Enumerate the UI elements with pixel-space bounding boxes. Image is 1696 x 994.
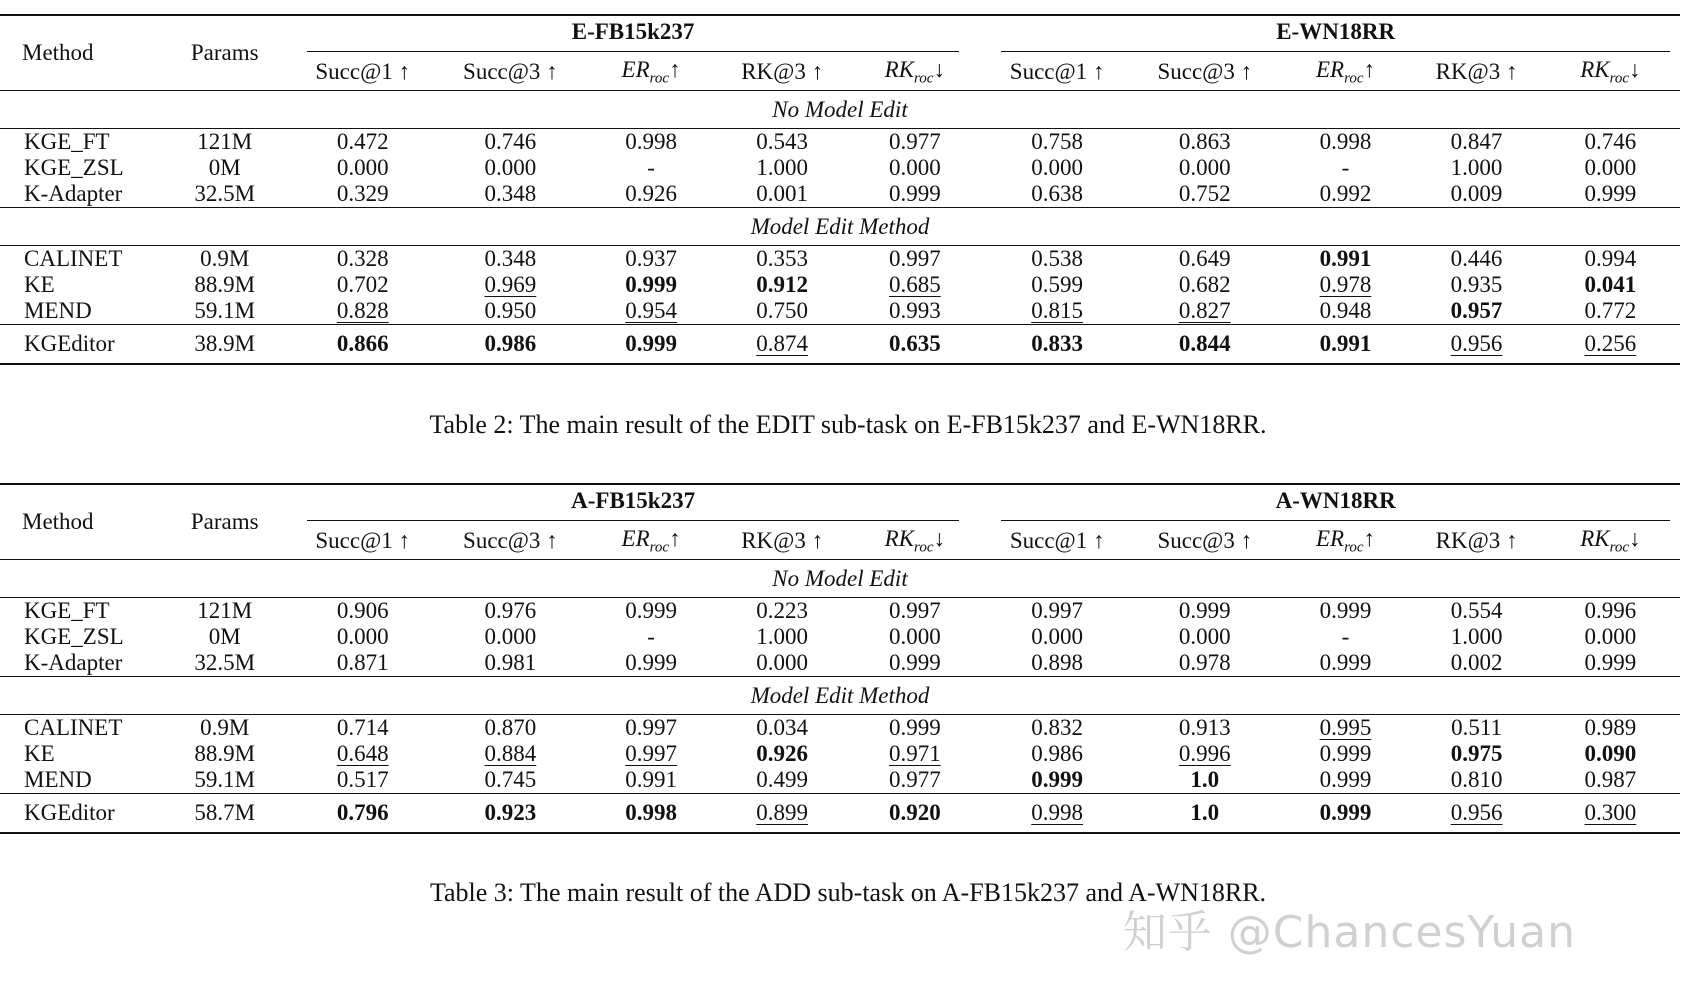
metric-value: 0.996 (1584, 598, 1637, 623)
metric-header: $ER_{roc}↑$ (1279, 523, 1413, 560)
params-value: 32.5M (161, 650, 289, 677)
table-row (0, 181, 1680, 208)
metric-header: RK@3 ↑ (1412, 54, 1540, 91)
metric-value: 0.997 (888, 598, 941, 623)
metric-value: 0.978 (1131, 650, 1279, 677)
section-title: Model Edit Method (0, 208, 1680, 246)
metric-header: RK@3 ↑ (718, 523, 846, 560)
metric-value: 0.998 (625, 129, 677, 154)
metric-value: 0.923 (437, 794, 585, 834)
metric-value: 0.649 (1178, 246, 1231, 271)
metric-value: 0.991 (584, 767, 718, 794)
metric-value: 0.000 (1178, 624, 1231, 649)
section-title: No Model Edit (0, 91, 1680, 129)
metric-value: 0.994 (1584, 246, 1637, 271)
metric-value: 0.977 (846, 767, 983, 794)
metric-value: 0.815 (983, 298, 1131, 325)
metric-value: 0.956 (1412, 794, 1540, 834)
metric-header: Succ@3 ↑ (1131, 523, 1279, 560)
metric-value: 0.971 (888, 741, 941, 766)
metric-value: - (1341, 155, 1350, 180)
metric-value: 0.446 (1450, 246, 1503, 271)
params-value: 59.1M (161, 767, 289, 794)
method-name: KE (24, 272, 55, 297)
metric-value: 0.998 (1319, 129, 1372, 154)
metric-header: $ER_{roc}↑$ (584, 523, 718, 560)
metric-value: 0.998 (983, 794, 1131, 834)
metric-value: 0.000 (1584, 624, 1637, 649)
metric-value: 0.832 (1031, 715, 1084, 740)
metric-value: 0.956 (1412, 325, 1540, 365)
table-2-caption: Table 2: The main result of the EDIT sub-task on E-FB15k237 and E-WN18RR. (429, 410, 1267, 439)
method-name: CALINET (24, 246, 123, 271)
section-title: No Model Edit (0, 560, 1680, 598)
method-name: KE (24, 741, 55, 766)
method-header: Method (0, 15, 161, 91)
metric-header: Succ@3 ↑ (1131, 54, 1279, 91)
metric-value: 0.090 (1584, 741, 1637, 766)
method-name: K-Adapter (0, 650, 161, 677)
metric-value: 0.000 (336, 624, 389, 649)
metric-value: 0.989 (1584, 715, 1637, 740)
metric-value: 1.000 (756, 624, 809, 649)
metric-value: 0.746 (484, 129, 537, 154)
metric-value: 0.001 (718, 181, 846, 208)
metric-header: $ER_{roc}↑$ (584, 54, 718, 91)
metric-value: 0.999 (1319, 741, 1372, 766)
metric-value: 0.000 (888, 624, 941, 649)
metric-value: 0.702 (336, 272, 389, 297)
metric-value: 0.000 (336, 155, 389, 180)
metric-value: 0.906 (336, 598, 389, 623)
metric-value: 1.000 (1450, 624, 1503, 649)
method-name: KGE_ZSL (24, 155, 124, 180)
metric-value: 0.554 (1450, 598, 1503, 623)
metric-value: 0.348 (484, 246, 537, 271)
metric-value: 0.000 (484, 155, 537, 180)
metric-value: 0.948 (1279, 298, 1413, 325)
table2-grid (0, 14, 1680, 365)
metric-value: 0.999 (584, 650, 718, 677)
metric-value: 0.999 (1541, 181, 1680, 208)
table-row (0, 794, 1680, 834)
metric-value: 0.999 (983, 767, 1131, 794)
params-value: 88.9M (194, 741, 256, 766)
metric-value: 0.997 (888, 246, 941, 271)
metric-value: 0.682 (1178, 272, 1231, 297)
metric-value: 0.912 (756, 272, 809, 297)
metric-header: RK@3 ↑ (718, 54, 846, 91)
table-2 (0, 14, 1696, 365)
metric-value: 0.996 (1178, 741, 1231, 766)
metric-value: 0.847 (1450, 129, 1503, 154)
metric-value: 0.976 (484, 598, 537, 623)
table3-grid (0, 483, 1680, 834)
table-row (0, 624, 1680, 650)
metric-value: 0.866 (289, 325, 437, 365)
metric-value: 0.986 (1031, 741, 1084, 766)
metric-value: 0.992 (1279, 181, 1413, 208)
metric-value: 0.986 (437, 325, 585, 365)
table-3-caption: Table 3: The main result of the ADD sub-task on A-FB15k237 and A-WN18RR. (429, 878, 1267, 907)
dataset-header: A-FB15k237 (289, 484, 983, 523)
metric-value: 0.874 (718, 325, 846, 365)
section-title: Model Edit Method (0, 677, 1680, 715)
metric-value: 0.899 (718, 794, 846, 834)
metric-value: 0.833 (983, 325, 1131, 365)
method-name: KGE_ZSL (24, 624, 124, 649)
metric-value: 0.995 (1319, 715, 1372, 740)
metric-value: 0.999 (625, 272, 677, 297)
metric-header: $RK_{roc}↓$ (1541, 523, 1680, 560)
metric-value: 0.328 (336, 246, 389, 271)
table-row (0, 246, 1680, 273)
metric-value: 1.000 (756, 155, 809, 180)
params-value: 121M (197, 129, 253, 154)
metric-value: 0.999 (1279, 794, 1413, 834)
metric-value: 0.796 (289, 794, 437, 834)
metric-value: 1.000 (1450, 155, 1503, 180)
metric-value: 0.898 (983, 650, 1131, 677)
metric-value: 0.772 (1541, 298, 1680, 325)
metric-header: Succ@1 ↑ (983, 523, 1131, 560)
method-name: K-Adapter (0, 181, 161, 208)
metric-value: 0.000 (1584, 155, 1637, 180)
metric-value: 0.987 (1541, 767, 1680, 794)
metric-value: 0.000 (484, 624, 537, 649)
metric-header: Succ@3 ↑ (437, 54, 585, 91)
metric-value: 0.999 (846, 181, 983, 208)
metric-value: 0.991 (1279, 325, 1413, 365)
table-row (0, 325, 1680, 365)
metric-value: 0.957 (1412, 298, 1540, 325)
metric-value: 0.828 (289, 298, 437, 325)
metric-header: $ER_{roc}↑$ (1279, 54, 1413, 91)
metric-value: 0.920 (846, 794, 983, 834)
metric-value: 0.999 (1279, 650, 1413, 677)
dataset-header: A-WN18RR (983, 484, 1680, 523)
metric-value: 0.256 (1541, 325, 1680, 365)
metric-value: 0.913 (1178, 715, 1231, 740)
metric-value: 0.648 (336, 741, 389, 766)
table-row (0, 155, 1680, 181)
metric-value: 0.745 (437, 767, 585, 794)
metric-value: 0.009 (1412, 181, 1540, 208)
metric-value: 0.950 (437, 298, 585, 325)
metric-value: 0.863 (1178, 129, 1231, 154)
table-row (0, 129, 1680, 156)
params-value: 88.9M (194, 272, 256, 297)
metric-value: 0.543 (756, 129, 809, 154)
metric-value: 0.348 (437, 181, 585, 208)
metric-header: RK@3 ↑ (1412, 523, 1540, 560)
metric-value: 0.752 (1131, 181, 1279, 208)
metric-value: 0.810 (1412, 767, 1540, 794)
metric-value: 0.329 (289, 181, 437, 208)
metric-value: 0.511 (1451, 715, 1503, 740)
method-name: KGE_FT (24, 129, 110, 154)
metric-value: 1.0 (1131, 767, 1279, 794)
metric-value: 0.997 (1031, 598, 1084, 623)
metric-value: 0.999 (625, 598, 677, 623)
metric-value: 0.999 (846, 650, 983, 677)
params-value: 58.7M (161, 794, 289, 834)
params-value: 0M (208, 155, 241, 180)
metric-value: 0.002 (1412, 650, 1540, 677)
table-3 (0, 483, 1696, 834)
metric-value: - (1341, 624, 1350, 649)
metric-value: 0.997 (625, 715, 677, 740)
metric-header: Succ@1 ↑ (289, 54, 437, 91)
table-row (0, 741, 1680, 767)
metric-header: $RK_{roc}↓$ (846, 54, 983, 91)
metric-value: 0.999 (1541, 650, 1680, 677)
metric-value: - (647, 155, 655, 180)
metric-value: 0.991 (1319, 246, 1372, 271)
table-row (0, 715, 1680, 742)
metric-value: 0.472 (336, 129, 389, 154)
params-header: Params (161, 484, 289, 560)
params-value: 121M (197, 598, 253, 623)
metric-value: 0.517 (289, 767, 437, 794)
metric-value: - (647, 624, 655, 649)
metric-value: 0.041 (1584, 272, 1637, 297)
metric-header: Succ@3 ↑ (437, 523, 585, 560)
metric-value: 0.969 (484, 272, 537, 297)
metric-value: 0.998 (584, 794, 718, 834)
params-header: Params (161, 15, 289, 91)
metric-value: 0.871 (289, 650, 437, 677)
metric-value: 0.499 (718, 767, 846, 794)
metric-value: 0.844 (1131, 325, 1279, 365)
params-value: 32.5M (161, 181, 289, 208)
params-value: 38.9M (161, 325, 289, 365)
table-row (0, 598, 1680, 625)
method-name: MEND (0, 298, 161, 325)
metric-value: 0.000 (1178, 155, 1231, 180)
metric-value: 0.997 (625, 741, 677, 766)
metric-header: $RK_{roc}↓$ (846, 523, 983, 560)
table-row (0, 650, 1680, 677)
metric-value: 0.685 (888, 272, 941, 297)
metric-value: 0.223 (756, 598, 809, 623)
metric-value: 0.999 (888, 715, 941, 740)
metric-value: 0.926 (584, 181, 718, 208)
metric-value: 0.746 (1584, 129, 1637, 154)
metric-value: 0.999 (1279, 767, 1413, 794)
metric-header: Succ@1 ↑ (983, 54, 1131, 91)
table-row (0, 298, 1680, 325)
params-value: 0.9M (200, 715, 250, 740)
metric-value: 0.714 (336, 715, 389, 740)
metric-value: 0.000 (888, 155, 941, 180)
metric-value: 0.034 (756, 715, 809, 740)
metric-value: 0.981 (437, 650, 585, 677)
metric-header: Succ@1 ↑ (289, 523, 437, 560)
dataset-header: E-WN18RR (983, 15, 1680, 54)
metric-value: 0.300 (1541, 794, 1680, 834)
metric-value: 0.870 (484, 715, 537, 740)
metric-value: 0.999 (1319, 598, 1372, 623)
metric-value: 0.758 (1031, 129, 1083, 154)
method-name: CALINET (24, 715, 123, 740)
metric-value: 0.978 (1319, 272, 1372, 297)
params-value: 0M (208, 624, 241, 649)
method-name: KGE_FT (24, 598, 110, 623)
metric-value: 0.937 (625, 246, 677, 271)
method-name: KGEditor (0, 794, 161, 834)
metric-value: 0.884 (484, 741, 537, 766)
metric-value: 0.000 (718, 650, 846, 677)
metric-value: 0.750 (718, 298, 846, 325)
table-row (0, 767, 1680, 794)
metric-header: $RK_{roc}↓$ (1541, 54, 1680, 91)
params-value: 0.9M (200, 246, 250, 271)
metric-value: 0.977 (888, 129, 941, 154)
metric-value: 1.0 (1131, 794, 1279, 834)
metric-value: 0.993 (846, 298, 983, 325)
metric-value: 0.999 (584, 325, 718, 365)
metric-value: 0.926 (756, 741, 809, 766)
metric-value: 0.353 (756, 246, 809, 271)
dataset-header: E-FB15k237 (289, 15, 983, 54)
metric-value: 0.599 (1031, 272, 1083, 297)
metric-value: 0.935 (1450, 272, 1503, 297)
watermark: 知乎 @ChancesYuan (1122, 907, 1576, 958)
params-value: 59.1M (161, 298, 289, 325)
metric-value: 0.538 (1031, 246, 1083, 271)
table-row (0, 272, 1680, 298)
method-name: MEND (0, 767, 161, 794)
metric-value: 0.954 (584, 298, 718, 325)
metric-value: 0.975 (1450, 741, 1503, 766)
metric-value: 0.638 (983, 181, 1131, 208)
method-header: Method (0, 484, 161, 560)
metric-value: 0.635 (846, 325, 983, 365)
metric-value: 0.000 (1031, 155, 1083, 180)
metric-value: 0.000 (1031, 624, 1084, 649)
metric-value: 0.827 (1131, 298, 1279, 325)
method-name: KGEditor (0, 325, 161, 365)
metric-value: 0.999 (1178, 598, 1231, 623)
